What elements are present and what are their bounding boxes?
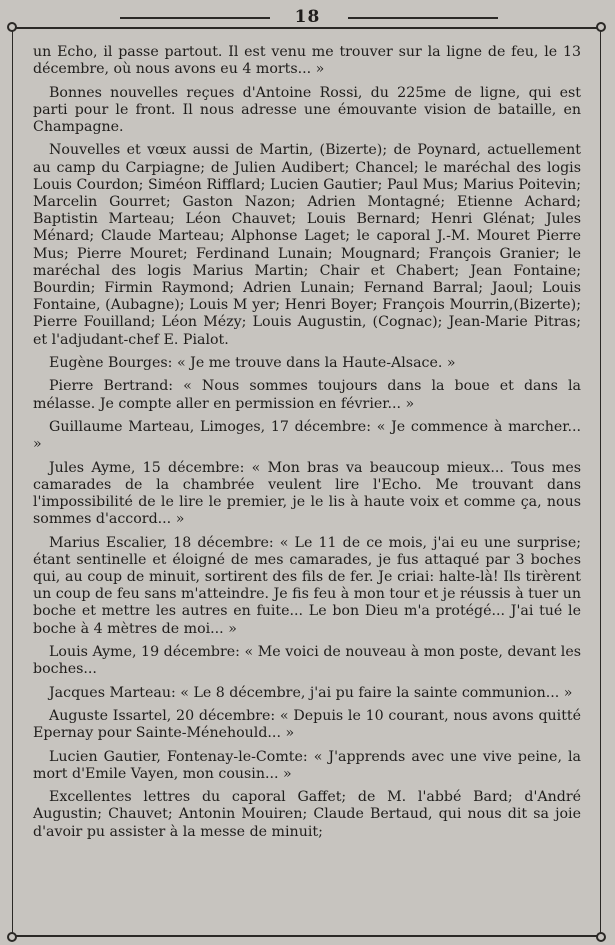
- corner-ornament-top-left: [7, 22, 17, 32]
- paragraph: Auguste Issartel, 20 décembre: « Depuis le 10 courant, nous avons quitté Epernay pour Sainte-Ménehould... »: [33, 707, 581, 742]
- corner-ornament-top-right: [596, 22, 606, 32]
- paragraph: un Echo, il passe partout. Il est venu me trouver sur la ligne de feu, le 13 décembre, où nous avons eu 4 morts... »: [33, 44, 581, 78]
- header-rule-right: [348, 17, 498, 19]
- paragraph: Jules Ayme, 15 décembre: « Mon bras va beaucoup mieux... Tous mes camarades de la chambrée veulent lire l'Echo. Me trouvant dans l'impossibilité de le lire le premier, je le lis à haute voix et comme ça, nous sommes d'accord... »: [33, 459, 581, 528]
- corner-ornament-bottom-left: [7, 932, 17, 942]
- paragraph: Louis Ayme, 19 décembre: « Me voici de nouveau à mon poste, devant les boches...: [33, 644, 581, 678]
- page-number: 18: [294, 7, 321, 27]
- paragraph: Guillaume Marteau, Limoges, 17 décembre: « Je commence à marcher... »: [33, 419, 581, 453]
- paragraph: Lucien Gautier, Fontenay-le-Comte: « J'apprends avec une vive peine, la mort d'Emile Vayen, mon cousin... »: [33, 748, 581, 782]
- paragraph: Pierre Bertrand: « Nous sommes toujours dans la boue et dans la mélasse. Je compte aller en permission en février... »: [33, 378, 581, 412]
- paragraph: Eugène Bourges: « Je me trouve dans la Haute-Alsace. »: [49, 355, 456, 372]
- paragraph: Marius Escalier, 18 décembre: « Le 11 de ce mois, j'ai eu une surprise; étant sentinelle et éloigné de mes camarades, je fus attaqué par 3 boches qui, au coup de minuit, sortirent des fils de fer. Je criai: halte-là! Ils tirèrent un coup de feu sans m'atteindre. Je fis feu à mon tour et je réussis à tuer un boche et mettre les autres en fuite... Le bon Dieu m'a protégé... J'ai tué le boche à 4 mètres de moi... »: [33, 534, 581, 637]
- corner-ornament-bottom-right: [596, 932, 606, 942]
- paragraph: Nouvelles et vœux aussi de Martin, (Bizerte); de Poynard, actuellement au camp du Carpiagne; de Julien Audibert; Chancel; le maréchal des logis Louis Courdon; Siméon Rifflard; Lucien Gautier; Paul Mus; Marius Poitevin; Marcelin Gourret; Gaston Nazon; Adrien Montagné; Etienne Achard; Baptistin Marteau; Léon Chauvet; Louis Bernard; Henri Glénat; Jules Ménard; Claude Marteau; Alphonse Laget; le caporal J.-M. Mouret Pierre Mus; Pierre Mouret; Ferdinand Lunain; Mougnard; François Granier; le maréchal des logis Marius Martin; Chair et Chabert; Jean Fontaine; Bourdin; Firmin Raymond; Adrien Lunain; Fernand Barral; Jaoul; Louis Fontaine, (Aubagne); Louis M yer; Henri Boyer; François Mourrin,(Bizerte); Pierre Fouilland; Léon Mézy; Louis Augustin, (Cognac); Jean-Marie Pitras; et l'adjudant-chef E. Pialot.: [33, 142, 581, 348]
- article-body: [33, 44, 581, 847]
- paragraph: Excellentes lettres du caporal Gaffet; de M. l'abbé Bard; d'André Augustin; Chauvet; Antonin Mouiren; Claude Bertaud, qui nous dit sa joie d'avoir pu assister à la messe de minuit;: [33, 789, 581, 840]
- paragraph: Bonnes nouvelles reçues d'Antoine Rossi, du 225me de ligne, qui est parti pour le front. Il nous adresse une émouvante vision de bataille, en Champagne.: [33, 84, 581, 135]
- paragraph: Jacques Marteau: « Le 8 décembre, j'ai pu faire la sainte communion... »: [49, 684, 573, 701]
